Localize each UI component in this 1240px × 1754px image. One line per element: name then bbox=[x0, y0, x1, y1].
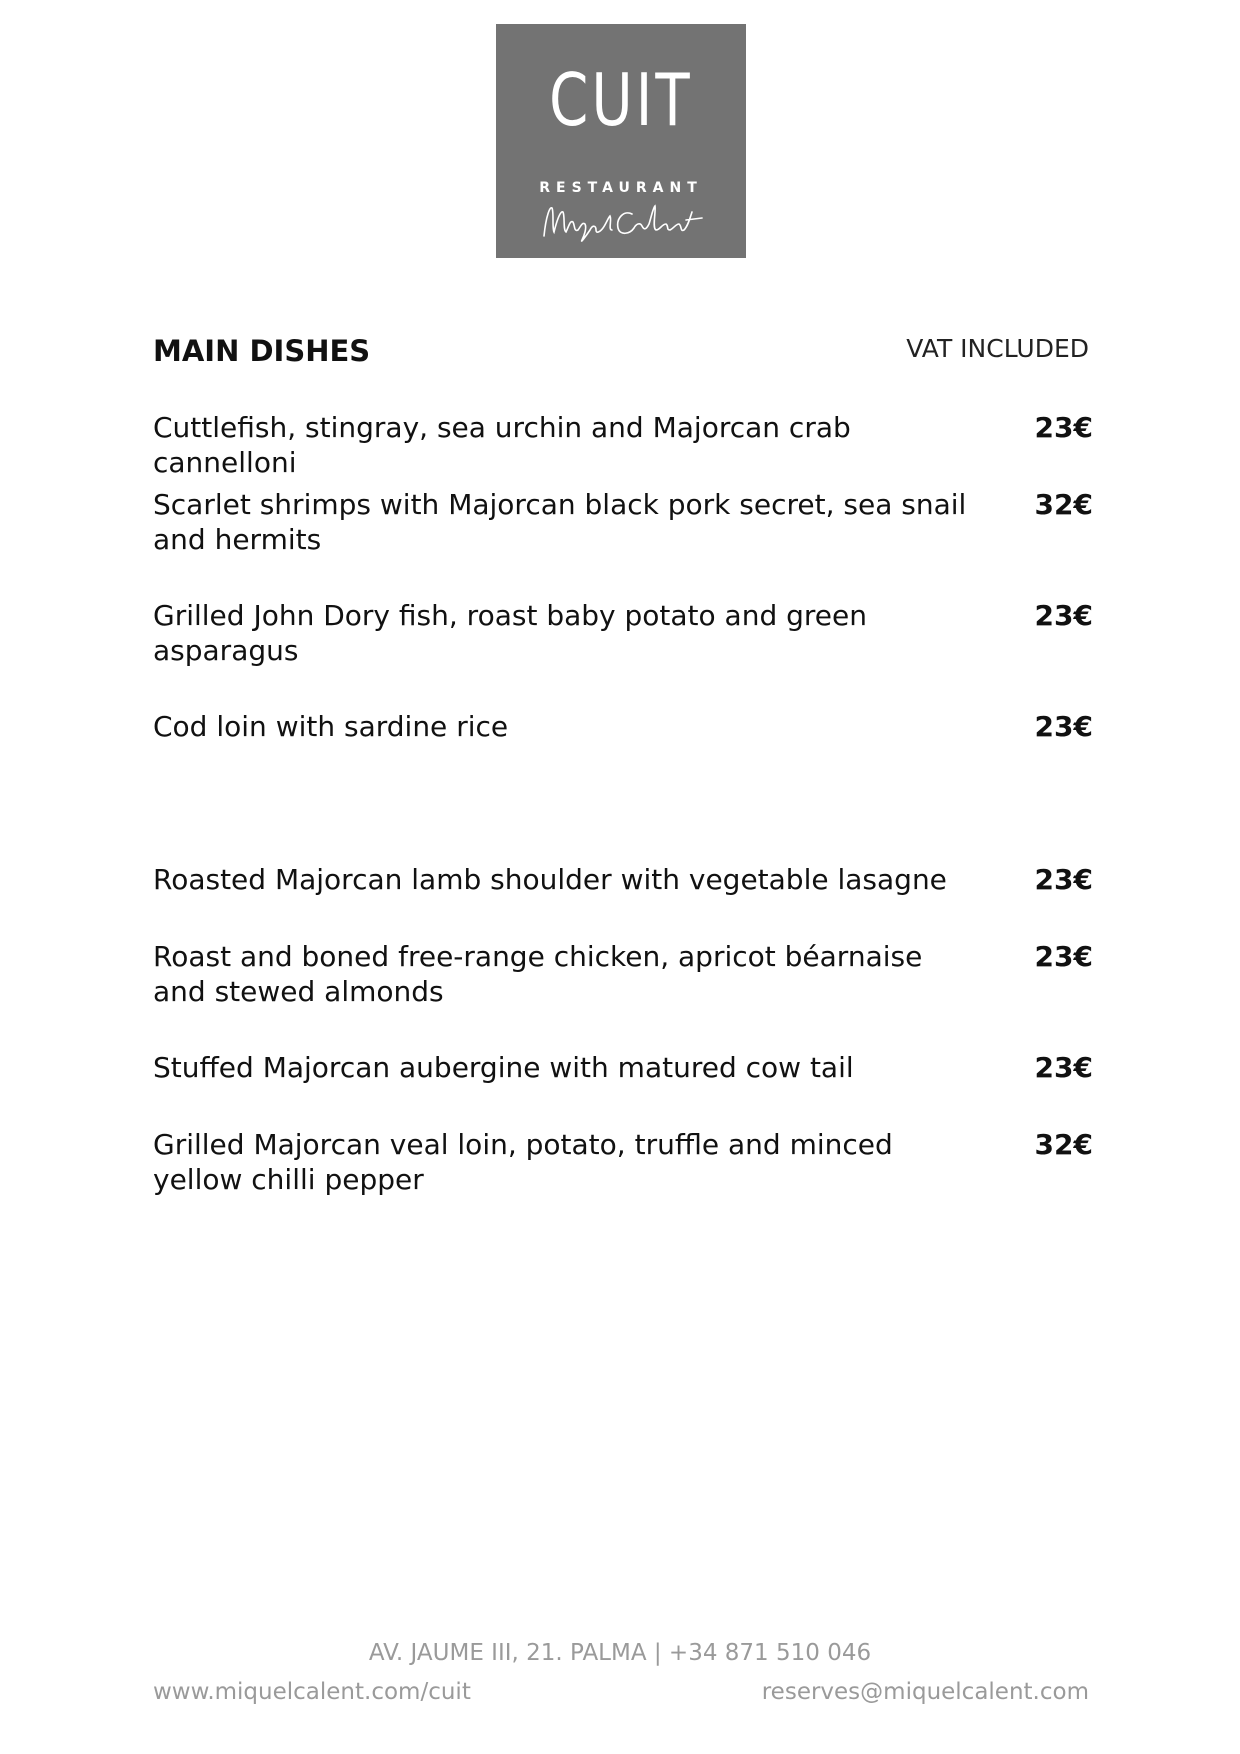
dish-price: 23€ bbox=[1034, 599, 1093, 632]
logo-wordmark: CUIT bbox=[549, 58, 693, 142]
dish-price: 23€ bbox=[1034, 940, 1093, 973]
dish-name: Stuffed Majorcan aubergine with matured cow tail bbox=[153, 1051, 854, 1084]
dish-name: Cuttlefish, stingray, sea urchin and Majorcan crab cannelloni bbox=[153, 411, 851, 479]
dish-name: Grilled Majorcan veal loin, potato, truffle and minced yellow chilli pepper bbox=[153, 1128, 893, 1196]
logo-subtitle: RESTAURANT bbox=[539, 180, 703, 196]
dish-price: 23€ bbox=[1034, 863, 1093, 896]
dish-name: Grilled John Dory fish, roast baby potato and green asparagus bbox=[153, 599, 867, 667]
dish-price: 23€ bbox=[1034, 710, 1093, 743]
vat-note: VAT INCLUDED bbox=[906, 334, 1089, 363]
dish-name: Cod loin with sardine rice bbox=[153, 710, 509, 743]
dish-name: Roasted Majorcan lamb shoulder with vegetable lasagne bbox=[153, 863, 947, 896]
dish-price: 32€ bbox=[1034, 488, 1093, 521]
dish-name: Roast and boned free-range chicken, apricot béarnaise and stewed almonds bbox=[153, 940, 923, 1008]
dish-price: 23€ bbox=[1034, 1051, 1093, 1084]
signature-icon bbox=[536, 196, 706, 246]
restaurant-logo bbox=[496, 24, 746, 258]
dish-price: 23€ bbox=[1034, 411, 1093, 444]
dish-name: Scarlet shrimps with Majorcan black pork secret, sea snail and hermits bbox=[153, 488, 967, 556]
dish-price: 32€ bbox=[1034, 1128, 1093, 1161]
website-link[interactable]: www.miquelcalent.com/cuit bbox=[153, 1679, 471, 1705]
section-title: MAIN DISHES bbox=[153, 334, 371, 368]
email-link[interactable]: reserves@miquelcalent.com bbox=[761, 1679, 1089, 1705]
footer-address: AV. JAUME III, 21. PALMA | +34 871 510 046 bbox=[368, 1640, 872, 1666]
